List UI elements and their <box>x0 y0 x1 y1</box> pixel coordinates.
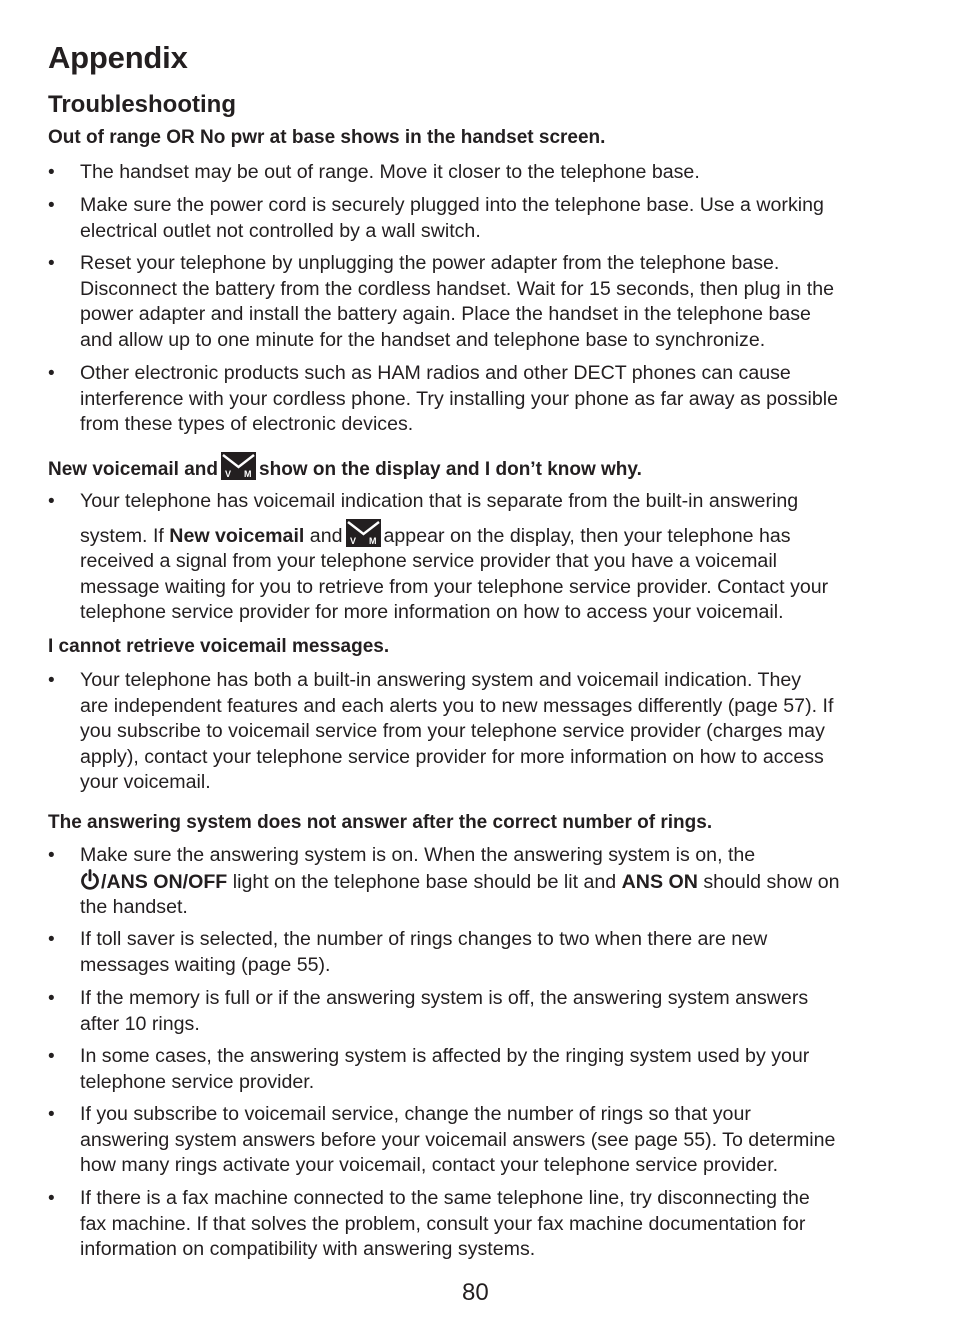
list-item-text: Reset your telephone by unplugging the power adapter from the telephone base. Disconnect the battery from the cordless handset. Wait for 15 seconds, then plug in the power adapter and install the battery again. Place the handset in the telephone base and allow up to one minute for the handset and telephone base to synchronize. <box>80 252 835 351</box>
question-heading: Out of range OR No pwr at base shows in the handset screen. <box>48 127 606 148</box>
bullet: • <box>48 988 55 1009</box>
list-item-text: Your telephone has both a built-in answering system and voicemail indication. They are independent features and each alerts you to new messages differently (page 57). If you subscribe to voicemail service from your telephone service provider (charges may apply), contact your telephone service provider for more information on how to access your voicemail. <box>80 669 834 794</box>
page-heading: Appendix <box>48 40 188 75</box>
question-heading: New voicemail and V M show on the display and I don’t know why. <box>48 452 642 481</box>
bullet: • <box>48 195 55 216</box>
svg-text:V: V <box>349 535 356 546</box>
bullet: • <box>48 253 55 274</box>
list-item-text: Make sure the power cord is securely plugged into the telephone base. Use a working electrical outlet not controlled by a wall switch. <box>80 194 824 242</box>
bullet: • <box>48 1188 55 1209</box>
page-number: 80 <box>462 1279 489 1306</box>
bullet: • <box>48 670 55 691</box>
list-item-text: If you subscribe to voicemail service, change the number of rings so that your answering system answers before your voicemail answers (see page 55). To determine how many rings activate your voicemail, contact your telephone service provider. <box>80 1103 836 1177</box>
bullet: • <box>48 491 55 512</box>
bullet: • <box>48 1104 55 1125</box>
list-item-text: If there is a fax machine connected to the same telephone line, try disconnecting the fax machine. If that solves the problem, consult your fax machine documentation for information on compatibility with answering systems. <box>80 1187 810 1261</box>
list-item-text: If toll saver is selected, the number of rings changes to two when there are new messages waiting (page 55). <box>80 928 768 976</box>
svg-text:M: M <box>368 535 376 546</box>
list-item-text: Your telephone has voicemail indication that is separate from the built-in answering system. If New voicemail and V M appear on the display, then your telephone has received a signal from your telephone service provider that you have a voicemail message waiting for you to retrieve from your telephone service provider. Contact your telephone service provider for more information on how to access your voicemail. <box>80 490 829 624</box>
list-item-text: The handset may be out of range. Move it closer to the telephone base. <box>80 161 700 183</box>
bullet: • <box>48 1046 55 1067</box>
bullet: • <box>48 363 55 384</box>
question-heading: The answering system does not answer after the correct number of rings. <box>48 812 713 833</box>
bullet: • <box>48 162 55 183</box>
bullet: • <box>48 845 55 866</box>
list-item-text: If the memory is full or if the answering system is off, the answering system answers after 10 rings. <box>80 987 809 1035</box>
list-item-text: Other electronic products such as HAM radios and other DECT phones can cause interference with your cordless phone. Try installing your phone as far away as possible from these types of electronic devices. <box>80 362 839 436</box>
svg-text:V: V <box>225 469 232 479</box>
list-item-text: In some cases, the answering system is affected by the ringing system used by your telephone service provider. <box>80 1045 810 1093</box>
voicemail-envelope-icon <box>346 519 381 547</box>
section-heading: Troubleshooting <box>48 91 236 118</box>
list-item-text: Make sure the answering system is on. When the answering system is on, the /ANS ON/OFF light on the telephone base should be lit and ANS ON should show on the handset. <box>80 844 840 919</box>
svg-text:M: M <box>244 469 252 479</box>
bullet: • <box>48 929 55 950</box>
voicemail-envelope-icon <box>221 452 256 480</box>
question-heading: I cannot retrieve voicemail messages. <box>48 636 390 657</box>
power-icon <box>80 869 100 891</box>
